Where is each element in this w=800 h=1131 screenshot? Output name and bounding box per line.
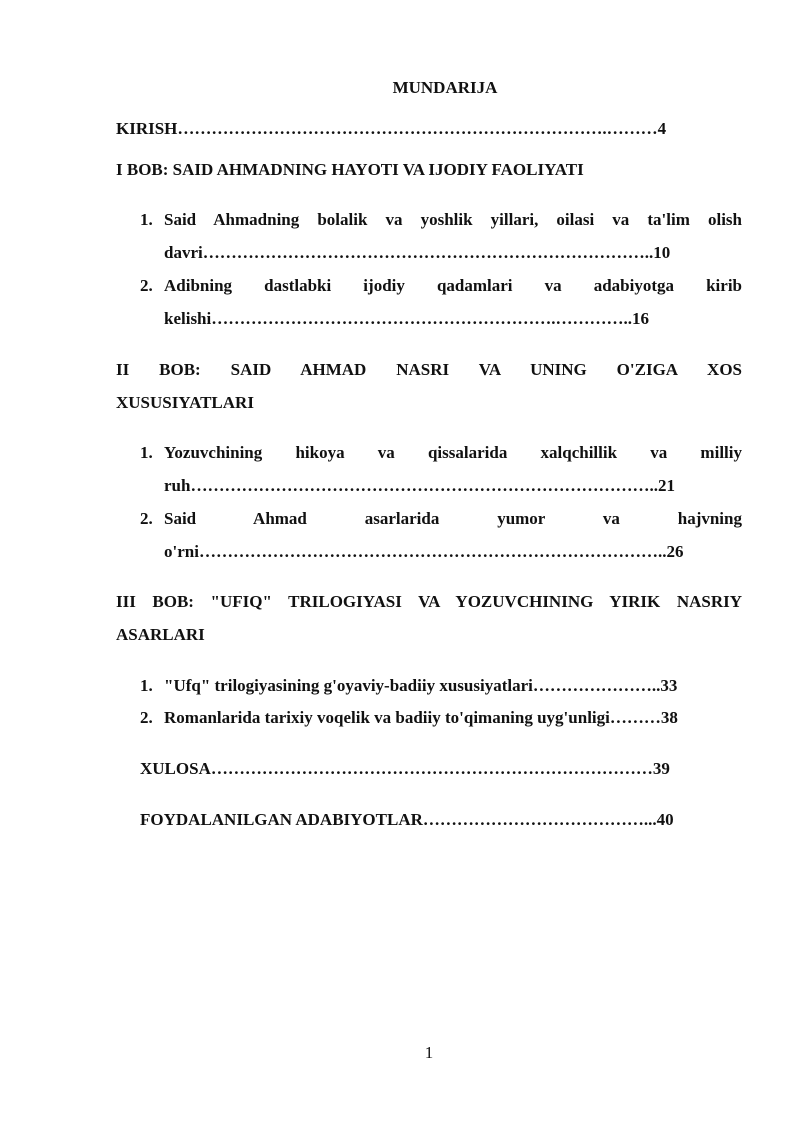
chapter-1-item-2-line-1: Adibning dastlabki ijodiy qadamlari va adabiyotga kirib [164, 276, 742, 295]
chapter-3-heading-line-2: ASARLARI [116, 625, 205, 644]
toc-title: MUNDARIJA [392, 78, 498, 97]
chapter-3-item-1-text: "Ufq" trilogiyasining g'oyaviy-badiiy xususiyatlari…………………..33 [164, 676, 678, 695]
chapter-2-item-1-number: 1. [140, 443, 153, 462]
toc-entry-kirish: KIRISH………………………………………………………………….………4 [116, 119, 667, 138]
chapter-3-heading-line-1: III BOB: "UFIQ" TRILOGIYASI VA YOZUVCHINING YIRIK NASRIY [116, 592, 742, 611]
toc-entry-adabiyotlar: FOYDALANILGAN ADABIYOTLAR…………………………………...40 [140, 810, 674, 829]
chapter-1-item-1-line-1: Said Ahmadning bolalik va yoshlik yillari, oilasi va ta'lim olish [164, 210, 742, 229]
chapter-2-item-1-line-1: Yozuvchining hikoya va qissalarida xalqchillik va milliy [164, 443, 742, 462]
chapter-1-item-1-number: 1. [140, 210, 153, 229]
chapter-1-heading: I BOB: SAID AHMADNING HAYOTI VA IJODIY FAOLIYATI [116, 160, 584, 179]
chapter-3-item-2-number: 2. [140, 708, 153, 727]
chapter-2-heading-line-1: II BOB: SAID AHMAD NASRI VA UNING O'ZIGA XOS [116, 360, 742, 379]
page-number: 1 [424, 1043, 434, 1062]
chapter-3-item-1-number: 1. [140, 676, 153, 695]
chapter-1-item-2-number: 2. [140, 276, 153, 295]
chapter-1-item-2-line-2: kelishi…………………………………………………….…………..16 [164, 309, 649, 328]
chapter-2-item-1-line-2: ruh………………………………………………………………………..21 [164, 476, 675, 495]
chapter-2-item-2-line-1: Said Ahmad asarlarida yumor va hajvning [164, 509, 742, 528]
chapter-3-item-2-text: Romanlarida tarixiy voqelik va badiiy to'qimaning uyg'unligi………38 [164, 708, 678, 727]
chapter-2-item-2-line-2: o'rni………………………………………………………………………..26 [164, 542, 684, 561]
chapter-1-item-1-line-2: davri……………………………………………………………………..10 [164, 243, 671, 262]
toc-entry-xulosa: XULOSA……………………………………………………………………39 [140, 759, 670, 778]
chapter-2-item-2-number: 2. [140, 509, 153, 528]
chapter-2-heading-line-2: XUSUSIYATLARI [116, 393, 254, 412]
